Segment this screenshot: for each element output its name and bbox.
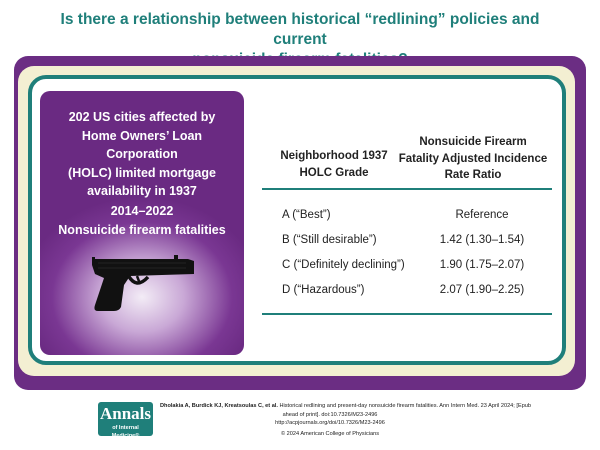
- citation-block: [160, 402, 532, 438]
- population-line: availability in 1937: [87, 184, 197, 198]
- copyright-notice: © 2024 American College of Physicians: [280, 430, 380, 437]
- header-line: HOLC Grade: [299, 166, 369, 179]
- citation-line-1: [160, 402, 532, 411]
- population-line: 202 US cities affected by: [68, 110, 216, 124]
- handgun-icon: [90, 255, 198, 311]
- ratio-cell: 2.07 (1.90–2.25): [439, 284, 525, 296]
- ratio-cell: 1.42 (1.30–1.54): [439, 234, 525, 246]
- ratio-cell: 1.90 (1.75–2.07): [439, 259, 525, 271]
- table-row: [262, 259, 552, 279]
- ratio-column-header: [398, 134, 548, 184]
- logo-wordmark: Annals: [99, 404, 152, 423]
- title-line-1: Is there a relationship between historical “redlining” policies and current: [60, 11, 540, 48]
- table-top-rule: [262, 188, 552, 190]
- grade-cell: A (“Best”): [282, 209, 331, 221]
- grade-column-header: [268, 148, 400, 181]
- header-line: Neighborhood 1937: [280, 150, 388, 162]
- citation-title: Historical redlining and present-day nonsuicide firearm fatalities. Ann Intern Med. 23 April 2024; [Epub: [277, 403, 532, 409]
- population-line: (HOLC) limited mortgage: [68, 165, 216, 180]
- grade-cell: B (“Still desirable”): [282, 234, 377, 246]
- table-bottom-rule: [262, 313, 552, 315]
- header-line: Nonsuicide Firearm: [419, 136, 527, 148]
- outcome-label: Nonsuicide firearm fatalities: [58, 222, 226, 237]
- table-row: [262, 284, 552, 304]
- citation-doi: ahead of print]. doi:10.7326/M23-2496: [282, 411, 378, 418]
- ratio-cell: Reference: [455, 209, 509, 221]
- citation-authors: Dholakia A, Burdick KJ, Kreatsoulas C, et al.: [160, 403, 278, 409]
- header-line: Rate Ratio: [444, 169, 502, 181]
- population-line: Home Owners’ Loan Corporation: [81, 128, 203, 161]
- grade-cell: C (“Definitely declining”): [282, 259, 405, 271]
- outcome-period: 2014–2022: [110, 204, 174, 218]
- grade-cell: D (“Hazardous”): [282, 284, 365, 296]
- header-line: Fatality Adjusted Incidence: [398, 152, 548, 165]
- logo-subtitle: of Internal Medicine®: [111, 425, 140, 439]
- table-row: [262, 234, 552, 254]
- study-population-text: [48, 108, 236, 201]
- annals-logo: [98, 402, 153, 439]
- table-row: [262, 209, 552, 229]
- citation-url: http://acpjournals.org/doi/10.7326/M23-2496: [275, 420, 385, 426]
- study-summary-panel: [40, 91, 244, 355]
- outcome-text: [48, 202, 236, 239]
